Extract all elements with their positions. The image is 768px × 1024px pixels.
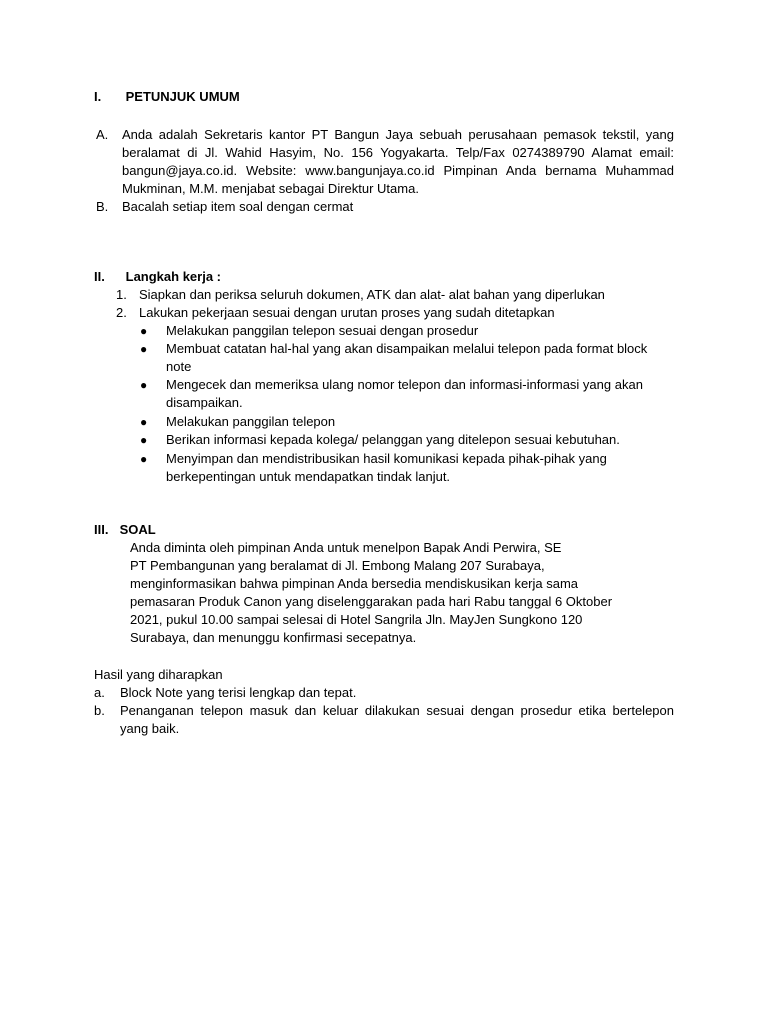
instruction-marker-b: B. <box>96 199 109 214</box>
section-2-title: Langkah kerja : <box>125 269 221 284</box>
section-1-number: I. <box>94 89 102 104</box>
bullet-item <box>140 413 670 431</box>
section-2-number: II. <box>94 269 105 284</box>
bullet-marker: ● <box>140 324 148 338</box>
bullet-marker: ● <box>140 415 148 429</box>
bullet-text: Mengecek dan memeriksa ulang nomor telepon dan informasi-informasi yang akan disampaikan. <box>166 377 643 410</box>
hasil-title: Hasil yang diharapkan <box>94 667 223 682</box>
instruction-text-a: Anda adalah Sekretaris kantor PT Bangun Jaya sebuah perusahaan pemasok tekstil, yang beralamat di Jl. Wahid Hasyim, No. 156 Yogyakarta. Telp/Fax 0274389790 Alamat email: bangun@jaya.co.id. Website: www.bangunjaya.co.id Pimpinan Anda bernama Muhammad Mukminan, M.M. menjabat sebagai Direktur Utama. <box>122 127 674 196</box>
bullet-text: Melakukan panggilan telepon <box>166 414 336 429</box>
section-1-title: PETUNJUK UMUM <box>125 89 240 104</box>
section-2-heading <box>94 268 221 286</box>
instruction-item-a <box>96 126 674 198</box>
soal-line: 2021, pukul 10.00 sampai selesai di Hotel Sangrila Jln. MayJen Sungkono 120 <box>130 612 583 627</box>
step-marker-1: 1. <box>116 287 127 302</box>
hasil-item-a <box>94 684 674 702</box>
soal-line: pemasaran Produk Canon yang diselenggarakan pada hari Rabu tanggal 6 Oktober <box>130 594 613 609</box>
bullet-marker: ● <box>140 452 148 466</box>
bullet-item <box>140 450 670 486</box>
soal-line: menginformasikan bahwa pimpinan Anda bersedia mendiskusikan kerja sama <box>130 576 579 591</box>
instruction-marker-a: A. <box>96 127 109 142</box>
step-text-2: Lakukan pekerjaan sesuai dengan urutan proses yang sudah ditetapkan <box>139 305 555 320</box>
hasil-marker-a: a. <box>94 685 105 700</box>
hasil-item-b <box>94 702 674 738</box>
bullet-marker: ● <box>140 378 148 392</box>
step-text-1: Siapkan dan periksa seluruh dokumen, ATK dan alat- alat bahan yang diperlukan <box>139 287 605 302</box>
hasil-text-a: Block Note yang terisi lengkap dan tepat. <box>120 685 357 700</box>
bullet-item <box>140 431 670 449</box>
section-3-title: SOAL <box>119 522 156 537</box>
hasil-marker-b: b. <box>94 703 105 718</box>
bullet-marker: ● <box>140 342 148 356</box>
section-1-heading <box>94 88 240 106</box>
bullet-item <box>140 322 670 340</box>
soal-line: Surabaya, dan menunggu konfirmasi secepatnya. <box>130 630 417 645</box>
soal-line: PT Pembangunan yang beralamat di Jl. Embong Malang 207 Surabaya, <box>130 558 545 573</box>
instruction-text-b: Bacalah setiap item soal dengan cermat <box>122 199 354 214</box>
bullet-item <box>140 376 670 412</box>
bullet-text: Menyimpan dan mendistribusikan hasil komunikasi kepada pihak-pihak yang berkepentingan untuk mendapatkan tindak lanjut. <box>166 451 607 484</box>
step-item-1 <box>116 286 676 304</box>
bullet-text: Berikan informasi kepada kolega/ pelanggan yang ditelepon sesuai kebutuhan. <box>166 432 620 447</box>
section-3-heading <box>94 521 156 539</box>
soal-line: Anda diminta oleh pimpinan Anda untuk menelpon Bapak Andi Perwira, SE <box>130 540 562 555</box>
soal-paragraph <box>130 539 650 647</box>
bullet-item <box>140 340 670 376</box>
instruction-item-b <box>96 198 674 216</box>
bullet-text: Melakukan panggilan telepon sesuai dengan prosedur <box>166 323 479 338</box>
section-3-number: III. <box>94 522 109 537</box>
bullet-marker: ● <box>140 433 148 447</box>
hasil-text-b: Penanganan telepon masuk dan keluar dilakukan sesuai dengan prosedur etika bertelepon yang baik. <box>120 703 674 736</box>
step-marker-2: 2. <box>116 305 127 320</box>
step-item-2 <box>116 304 676 322</box>
bullet-text: Membuat catatan hal-hal yang akan disampaikan melalui telepon pada format block note <box>166 341 648 374</box>
